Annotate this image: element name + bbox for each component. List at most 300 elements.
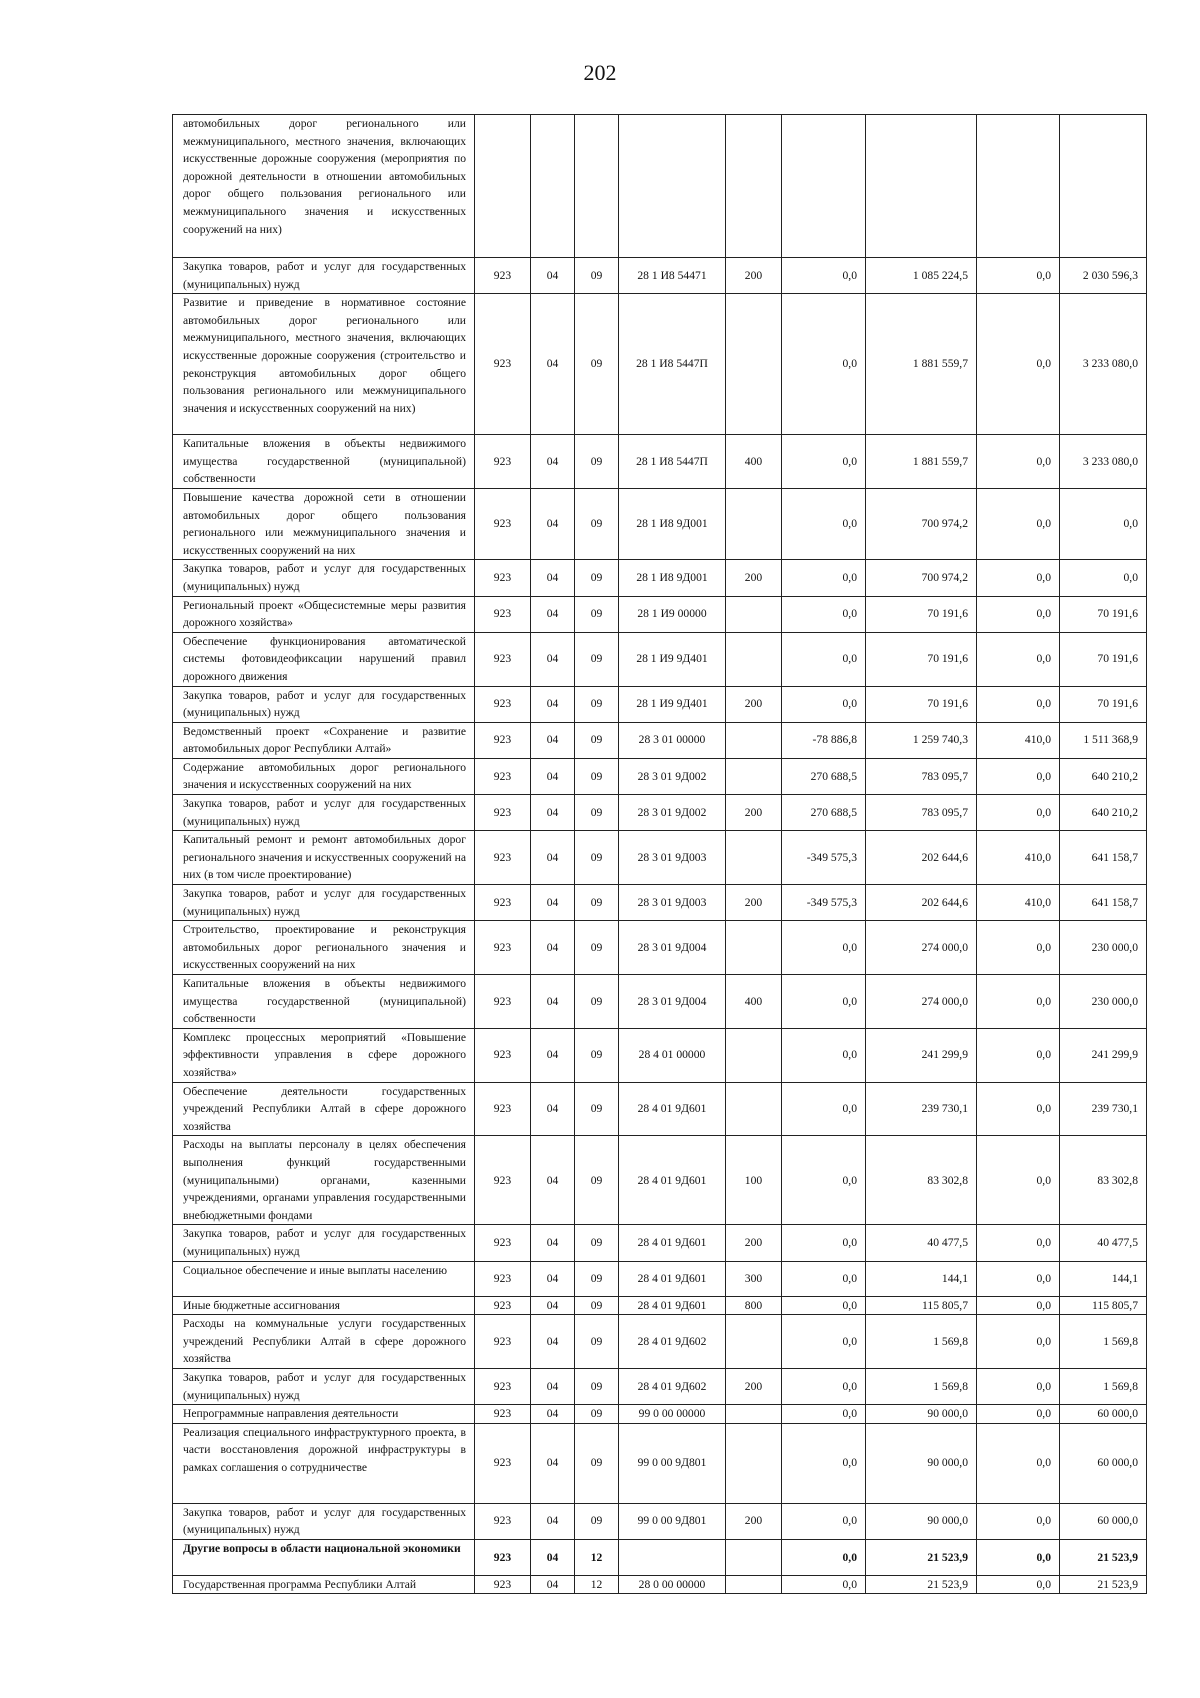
cell-amount-2: 241 299,9	[866, 1028, 977, 1082]
cell-pr: 09	[575, 258, 619, 294]
cell-name: Непрограммные направления деятельности	[173, 1405, 475, 1424]
cell-amount-2: 783 095,7	[866, 795, 977, 831]
cell-name: Другие вопросы в области национальной экономики	[173, 1539, 475, 1575]
table-row	[173, 1503, 1147, 1539]
cell-vr: 200	[726, 1225, 782, 1261]
cell-pr: 09	[575, 1423, 619, 1503]
cell-csr: 28 1 И9 00000	[619, 596, 726, 632]
cell-grbs: 923	[475, 1028, 531, 1082]
cell-pr: 09	[575, 1368, 619, 1404]
cell-name: Капитальные вложения в объекты недвижимого имущества государственной (муниципальной) собственности	[173, 975, 475, 1029]
table-row	[173, 596, 1147, 632]
table-row	[173, 795, 1147, 831]
cell-csr: 28 4 01 9Д601	[619, 1296, 726, 1315]
cell-name: Закупка товаров, работ и услуг для государственных (муниципальных) нужд	[173, 795, 475, 831]
cell-amount-2: 783 095,7	[866, 758, 977, 794]
cell-csr: 28 3 01 9Д003	[619, 885, 726, 921]
cell-amount-3: 0,0	[977, 1539, 1060, 1575]
table-row	[173, 294, 1147, 435]
cell-rz: 04	[531, 1315, 575, 1369]
cell-amount-2: 144,1	[866, 1261, 977, 1296]
cell-amount-2: 700 974,2	[866, 488, 977, 559]
cell-csr: 99 0 00 00000	[619, 1405, 726, 1424]
cell-amount-2: 70 191,6	[866, 632, 977, 686]
cell-pr: 09	[575, 722, 619, 758]
cell-rz: 04	[531, 1539, 575, 1575]
cell-grbs: 923	[475, 686, 531, 722]
table-row	[173, 435, 1147, 489]
cell-amount-2: 1 569,8	[866, 1368, 977, 1404]
cell-amount-1: -78 886,8	[782, 722, 866, 758]
cell-amount-1: 270 688,5	[782, 795, 866, 831]
cell-vr: 400	[726, 975, 782, 1029]
table-row	[173, 885, 1147, 921]
cell-amount-4: 40 477,5	[1060, 1225, 1147, 1261]
cell-vr	[726, 596, 782, 632]
cell-name: Обеспечение функционирования автоматической системы фотовидеофиксации нарушений правил дорожного движения	[173, 632, 475, 686]
cell-amount-4: 0,0	[1060, 488, 1147, 559]
cell-rz: 04	[531, 1136, 575, 1225]
cell-grbs: 923	[475, 1136, 531, 1225]
cell-grbs: 923	[475, 1225, 531, 1261]
cell-name: Закупка товаров, работ и услуг для государственных (муниципальных) нужд	[173, 258, 475, 294]
cell-amount-3: 0,0	[977, 1315, 1060, 1369]
cell-pr: 09	[575, 1405, 619, 1424]
cell-name: автомобильных дорог регионального или межмуниципального, местного значения, включающих искусственные дорожные сооружения (мероприятия по дорожной деятельности в отношении автомобильных дорог общего пользования регионального или межмуниципального значения и искусственных сооружений на них)	[173, 115, 475, 258]
cell-amount-1: 0,0	[782, 435, 866, 489]
cell-amount-2: 700 974,2	[866, 560, 977, 596]
table-row	[173, 1261, 1147, 1296]
cell-name: Социальное обеспечение и иные выплаты населению	[173, 1261, 475, 1296]
cell-pr: 09	[575, 758, 619, 794]
cell-rz: 04	[531, 722, 575, 758]
cell-grbs: 923	[475, 1296, 531, 1315]
cell-amount-3: 0,0	[977, 1503, 1060, 1539]
cell-vr: 300	[726, 1261, 782, 1296]
cell-amount-2: 274 000,0	[866, 921, 977, 975]
cell-vr	[726, 921, 782, 975]
cell-amount-4: 1 511 368,9	[1060, 722, 1147, 758]
cell-amount-1: -349 575,3	[782, 885, 866, 921]
cell-pr: 12	[575, 1539, 619, 1575]
cell-amount-2: 202 644,6	[866, 885, 977, 921]
cell-csr: 99 0 00 9Д801	[619, 1503, 726, 1539]
cell-amount-1: -349 575,3	[782, 831, 866, 885]
cell-csr	[619, 1539, 726, 1575]
cell-amount-1: 0,0	[782, 632, 866, 686]
page-number: 202	[583, 60, 617, 85]
cell-amount-2: 40 477,5	[866, 1225, 977, 1261]
cell-amount-3: 410,0	[977, 885, 1060, 921]
cell-amount-4: 2 030 596,3	[1060, 258, 1147, 294]
cell-amount-4: 144,1	[1060, 1261, 1147, 1296]
cell-csr: 28 1 И9 9Д401	[619, 632, 726, 686]
cell-amount-3: 0,0	[977, 560, 1060, 596]
cell-amount-3: 0,0	[977, 1136, 1060, 1225]
cell-vr	[726, 488, 782, 559]
cell-pr: 09	[575, 686, 619, 722]
cell-amount-4: 641 158,7	[1060, 885, 1147, 921]
cell-rz	[531, 115, 575, 258]
cell-amount-2: 70 191,6	[866, 596, 977, 632]
cell-vr	[726, 1423, 782, 1503]
cell-grbs: 923	[475, 758, 531, 794]
cell-amount-4: 1 569,8	[1060, 1315, 1147, 1369]
cell-amount-3: 0,0	[977, 1575, 1060, 1594]
cell-amount-2: 1 881 559,7	[866, 294, 977, 435]
cell-name: Реализация специального инфраструктурного проекта, в части восстановления дорожной инфраструктуры в рамках соглашения о сотрудничестве	[173, 1423, 475, 1503]
cell-rz: 04	[531, 921, 575, 975]
cell-amount-4: 3 233 080,0	[1060, 435, 1147, 489]
cell-csr: 28 4 01 9Д601	[619, 1225, 726, 1261]
cell-amount-2: 70 191,6	[866, 686, 977, 722]
cell-name: Расходы на коммунальные услуги государственных учреждений Республики Алтай в сфере дорожного хозяйства	[173, 1315, 475, 1369]
cell-amount-4: 3 233 080,0	[1060, 294, 1147, 435]
cell-vr	[726, 1405, 782, 1424]
cell-amount-3: 0,0	[977, 435, 1060, 489]
table-row	[173, 1136, 1147, 1225]
cell-vr: 200	[726, 795, 782, 831]
cell-amount-1: 0,0	[782, 1423, 866, 1503]
budget-table	[172, 114, 1147, 1594]
cell-vr: 200	[726, 1503, 782, 1539]
cell-amount-4	[1060, 115, 1147, 258]
cell-pr: 09	[575, 435, 619, 489]
cell-rz: 04	[531, 632, 575, 686]
cell-amount-1: 0,0	[782, 1315, 866, 1369]
cell-csr: 28 1 И8 9Д001	[619, 560, 726, 596]
cell-rz: 04	[531, 885, 575, 921]
cell-amount-1	[782, 115, 866, 258]
table-row	[173, 722, 1147, 758]
cell-pr: 09	[575, 795, 619, 831]
cell-vr: 200	[726, 686, 782, 722]
cell-vr: 800	[726, 1296, 782, 1315]
cell-grbs: 923	[475, 1503, 531, 1539]
cell-amount-2: 115 805,7	[866, 1296, 977, 1315]
cell-amount-1: 0,0	[782, 1082, 866, 1136]
cell-amount-3: 0,0	[977, 921, 1060, 975]
cell-grbs: 923	[475, 885, 531, 921]
cell-amount-2: 274 000,0	[866, 975, 977, 1029]
cell-rz: 04	[531, 1296, 575, 1315]
table-row	[173, 1082, 1147, 1136]
cell-amount-3: 0,0	[977, 1082, 1060, 1136]
cell-grbs: 923	[475, 596, 531, 632]
cell-vr	[726, 1082, 782, 1136]
table-row	[173, 975, 1147, 1029]
cell-grbs: 923	[475, 1575, 531, 1594]
cell-amount-3: 0,0	[977, 1368, 1060, 1404]
cell-pr: 09	[575, 975, 619, 1029]
table-row	[173, 758, 1147, 794]
cell-amount-1: 270 688,5	[782, 758, 866, 794]
cell-amount-1: 0,0	[782, 1225, 866, 1261]
cell-grbs: 923	[475, 1423, 531, 1503]
cell-name: Расходы на выплаты персоналу в целях обеспечения выполнения функций государственными (муниципальными) органами, казенными учреждениями, органами управления государственными внебюджетными фондами	[173, 1136, 475, 1225]
cell-grbs	[475, 115, 531, 258]
cell-vr	[726, 294, 782, 435]
cell-amount-2: 90 000,0	[866, 1503, 977, 1539]
cell-name: Содержание автомобильных дорог регионального значения и искусственных сооружений на них	[173, 758, 475, 794]
cell-csr: 28 3 01 9Д003	[619, 831, 726, 885]
cell-rz: 04	[531, 596, 575, 632]
cell-grbs: 923	[475, 560, 531, 596]
cell-name: Закупка товаров, работ и услуг для государственных (муниципальных) нужд	[173, 885, 475, 921]
cell-name: Повышение качества дорожной сети в отношении автомобильных дорог общего пользования регионального или межмуниципального значения и искусственных сооружений на них	[173, 488, 475, 559]
cell-name: Закупка товаров, работ и услуг для государственных (муниципальных) нужд	[173, 686, 475, 722]
cell-vr	[726, 115, 782, 258]
cell-amount-2: 90 000,0	[866, 1405, 977, 1424]
cell-amount-3: 410,0	[977, 722, 1060, 758]
cell-name: Государственная программа Республики Алтай	[173, 1575, 475, 1594]
cell-amount-1: 0,0	[782, 1296, 866, 1315]
cell-vr	[726, 758, 782, 794]
cell-csr: 28 4 01 9Д602	[619, 1315, 726, 1369]
cell-rz: 04	[531, 686, 575, 722]
cell-rz: 04	[531, 1575, 575, 1594]
cell-amount-1: 0,0	[782, 921, 866, 975]
cell-csr: 28 1 И9 9Д401	[619, 686, 726, 722]
cell-csr: 28 3 01 9Д004	[619, 921, 726, 975]
cell-grbs: 923	[475, 294, 531, 435]
cell-pr: 09	[575, 1028, 619, 1082]
cell-pr	[575, 115, 619, 258]
cell-amount-3: 0,0	[977, 1405, 1060, 1424]
cell-amount-1: 0,0	[782, 560, 866, 596]
cell-amount-3: 0,0	[977, 1261, 1060, 1296]
cell-pr: 09	[575, 596, 619, 632]
table-row	[173, 1405, 1147, 1424]
cell-name: Строительство, проектирование и реконструкция автомобильных дорог регионального значения и искусственных сооружений на них	[173, 921, 475, 975]
cell-pr: 09	[575, 1225, 619, 1261]
cell-amount-3: 0,0	[977, 975, 1060, 1029]
table-row	[173, 1368, 1147, 1404]
cell-vr	[726, 632, 782, 686]
cell-amount-1: 0,0	[782, 686, 866, 722]
cell-csr: 28 3 01 9Д002	[619, 758, 726, 794]
cell-name: Закупка товаров, работ и услуг для государственных (муниципальных) нужд	[173, 1368, 475, 1404]
table-row	[173, 1315, 1147, 1369]
cell-name: Закупка товаров, работ и услуг для государственных (муниципальных) нужд	[173, 1503, 475, 1539]
cell-amount-1: 0,0	[782, 1539, 866, 1575]
cell-amount-4: 70 191,6	[1060, 686, 1147, 722]
cell-amount-3: 0,0	[977, 632, 1060, 686]
cell-csr: 99 0 00 9Д801	[619, 1423, 726, 1503]
cell-amount-4: 70 191,6	[1060, 632, 1147, 686]
cell-name: Капитальный ремонт и ремонт автомобильных дорог регионального значения и искусственных сооружений на них (в том числе проектирование)	[173, 831, 475, 885]
cell-pr: 09	[575, 632, 619, 686]
cell-csr: 28 4 01 9Д601	[619, 1261, 726, 1296]
cell-amount-2	[866, 115, 977, 258]
cell-grbs: 923	[475, 1368, 531, 1404]
cell-csr: 28 1 И8 5447П	[619, 435, 726, 489]
cell-amount-3: 0,0	[977, 1225, 1060, 1261]
cell-grbs: 923	[475, 921, 531, 975]
cell-rz: 04	[531, 1423, 575, 1503]
cell-vr: 400	[726, 435, 782, 489]
cell-grbs: 923	[475, 435, 531, 489]
table-row	[173, 921, 1147, 975]
cell-vr: 100	[726, 1136, 782, 1225]
cell-pr: 09	[575, 488, 619, 559]
table-row	[173, 258, 1147, 294]
cell-pr: 09	[575, 1296, 619, 1315]
cell-amount-1: 0,0	[782, 258, 866, 294]
cell-grbs: 923	[475, 831, 531, 885]
cell-pr: 09	[575, 831, 619, 885]
cell-amount-3: 0,0	[977, 258, 1060, 294]
cell-amount-3: 0,0	[977, 294, 1060, 435]
cell-vr	[726, 1539, 782, 1575]
table-row	[173, 632, 1147, 686]
cell-amount-3: 0,0	[977, 596, 1060, 632]
cell-amount-4: 230 000,0	[1060, 921, 1147, 975]
cell-rz: 04	[531, 435, 575, 489]
cell-grbs: 923	[475, 1405, 531, 1424]
table-row	[173, 115, 1147, 258]
cell-amount-2: 239 730,1	[866, 1082, 977, 1136]
cell-name: Развитие и приведение в нормативное состояние автомобильных дорог регионального или межмуниципального, местного значения, включающих искусственные дорожные сооружения (строительство и реконструкция автомобильных дорог общего пользования регионального или межмуниципального значения и искусственных сооружений на них)	[173, 294, 475, 435]
cell-amount-2: 1 881 559,7	[866, 435, 977, 489]
cell-name: Комплекс процессных мероприятий «Повышение эффективности управления в сфере дорожного хозяйства»	[173, 1028, 475, 1082]
cell-csr: 28 1 И8 9Д001	[619, 488, 726, 559]
cell-csr	[619, 115, 726, 258]
cell-rz: 04	[531, 1028, 575, 1082]
cell-amount-3: 0,0	[977, 1423, 1060, 1503]
cell-grbs: 923	[475, 488, 531, 559]
cell-amount-4: 641 158,7	[1060, 831, 1147, 885]
cell-name: Обеспечение деятельности государственных учреждений Республики Алтай в сфере дорожного хозяйства	[173, 1082, 475, 1136]
cell-amount-1: 0,0	[782, 1028, 866, 1082]
table-row	[173, 686, 1147, 722]
cell-csr: 28 1 И8 5447П	[619, 294, 726, 435]
cell-rz: 04	[531, 1503, 575, 1539]
cell-pr: 09	[575, 1315, 619, 1369]
cell-amount-4: 60 000,0	[1060, 1405, 1147, 1424]
cell-amount-2: 1 259 740,3	[866, 722, 977, 758]
cell-amount-1: 0,0	[782, 1405, 866, 1424]
cell-rz: 04	[531, 758, 575, 794]
cell-rz: 04	[531, 1405, 575, 1424]
cell-csr: 28 4 01 9Д602	[619, 1368, 726, 1404]
cell-amount-4: 230 000,0	[1060, 975, 1147, 1029]
cell-rz: 04	[531, 1225, 575, 1261]
cell-rz: 04	[531, 258, 575, 294]
cell-amount-3: 0,0	[977, 758, 1060, 794]
cell-csr: 28 0 00 00000	[619, 1575, 726, 1594]
cell-amount-2: 1 569,8	[866, 1315, 977, 1369]
cell-name: Капитальные вложения в объекты недвижимого имущества государственной (муниципальной) собственности	[173, 435, 475, 489]
cell-rz: 04	[531, 975, 575, 1029]
cell-grbs: 923	[475, 632, 531, 686]
cell-rz: 04	[531, 795, 575, 831]
cell-amount-1: 0,0	[782, 488, 866, 559]
cell-grbs: 923	[475, 722, 531, 758]
table-row	[173, 1575, 1147, 1594]
cell-amount-1: 0,0	[782, 294, 866, 435]
cell-vr	[726, 831, 782, 885]
cell-name: Региональный проект «Общесистемные меры развития дорожного хозяйства»	[173, 596, 475, 632]
cell-amount-3: 0,0	[977, 1296, 1060, 1315]
cell-name: Закупка товаров, работ и услуг для государственных (муниципальных) нужд	[173, 560, 475, 596]
table-row	[173, 1539, 1147, 1575]
cell-rz: 04	[531, 294, 575, 435]
cell-grbs: 923	[475, 1082, 531, 1136]
cell-csr: 28 3 01 9Д004	[619, 975, 726, 1029]
cell-amount-2: 90 000,0	[866, 1423, 977, 1503]
cell-amount-3: 0,0	[977, 488, 1060, 559]
cell-amount-1: 0,0	[782, 1136, 866, 1225]
cell-amount-4: 21 523,9	[1060, 1575, 1147, 1594]
table-row	[173, 1423, 1147, 1503]
cell-pr: 09	[575, 1136, 619, 1225]
cell-amount-4: 70 191,6	[1060, 596, 1147, 632]
cell-amount-4: 239 730,1	[1060, 1082, 1147, 1136]
cell-amount-2: 202 644,6	[866, 831, 977, 885]
cell-csr: 28 4 01 9Д601	[619, 1082, 726, 1136]
table-row	[173, 1296, 1147, 1315]
cell-amount-1: 0,0	[782, 1368, 866, 1404]
cell-rz: 04	[531, 1082, 575, 1136]
cell-amount-4: 115 805,7	[1060, 1296, 1147, 1315]
table-row	[173, 831, 1147, 885]
cell-pr: 09	[575, 1503, 619, 1539]
cell-amount-4: 0,0	[1060, 560, 1147, 596]
cell-amount-3	[977, 115, 1060, 258]
cell-name: Иные бюджетные ассигнования	[173, 1296, 475, 1315]
cell-amount-4: 60 000,0	[1060, 1423, 1147, 1503]
cell-amount-2: 21 523,9	[866, 1539, 977, 1575]
cell-rz: 04	[531, 1261, 575, 1296]
cell-amount-4: 241 299,9	[1060, 1028, 1147, 1082]
table-body	[173, 115, 1147, 1594]
cell-rz: 04	[531, 488, 575, 559]
cell-rz: 04	[531, 831, 575, 885]
cell-pr: 09	[575, 885, 619, 921]
cell-pr: 12	[575, 1575, 619, 1594]
cell-amount-4: 83 302,8	[1060, 1136, 1147, 1225]
cell-csr: 28 3 01 9Д002	[619, 795, 726, 831]
cell-csr: 28 4 01 9Д601	[619, 1136, 726, 1225]
cell-pr: 09	[575, 1082, 619, 1136]
cell-pr: 09	[575, 1261, 619, 1296]
cell-vr: 200	[726, 885, 782, 921]
cell-vr	[726, 1575, 782, 1594]
cell-grbs: 923	[475, 1261, 531, 1296]
cell-pr: 09	[575, 560, 619, 596]
table-row	[173, 1225, 1147, 1261]
cell-amount-4: 1 569,8	[1060, 1368, 1147, 1404]
cell-amount-3: 0,0	[977, 686, 1060, 722]
cell-grbs: 923	[475, 795, 531, 831]
table-row	[173, 1028, 1147, 1082]
table-row	[173, 560, 1147, 596]
cell-amount-3: 0,0	[977, 1028, 1060, 1082]
cell-rz: 04	[531, 560, 575, 596]
cell-amount-1: 0,0	[782, 596, 866, 632]
cell-vr	[726, 1028, 782, 1082]
cell-amount-3: 410,0	[977, 831, 1060, 885]
cell-amount-4: 21 523,9	[1060, 1539, 1147, 1575]
cell-vr: 200	[726, 1368, 782, 1404]
cell-vr	[726, 1315, 782, 1369]
table-row	[173, 488, 1147, 559]
cell-amount-1: 0,0	[782, 1575, 866, 1594]
cell-amount-3: 0,0	[977, 795, 1060, 831]
cell-vr	[726, 722, 782, 758]
cell-pr: 09	[575, 921, 619, 975]
